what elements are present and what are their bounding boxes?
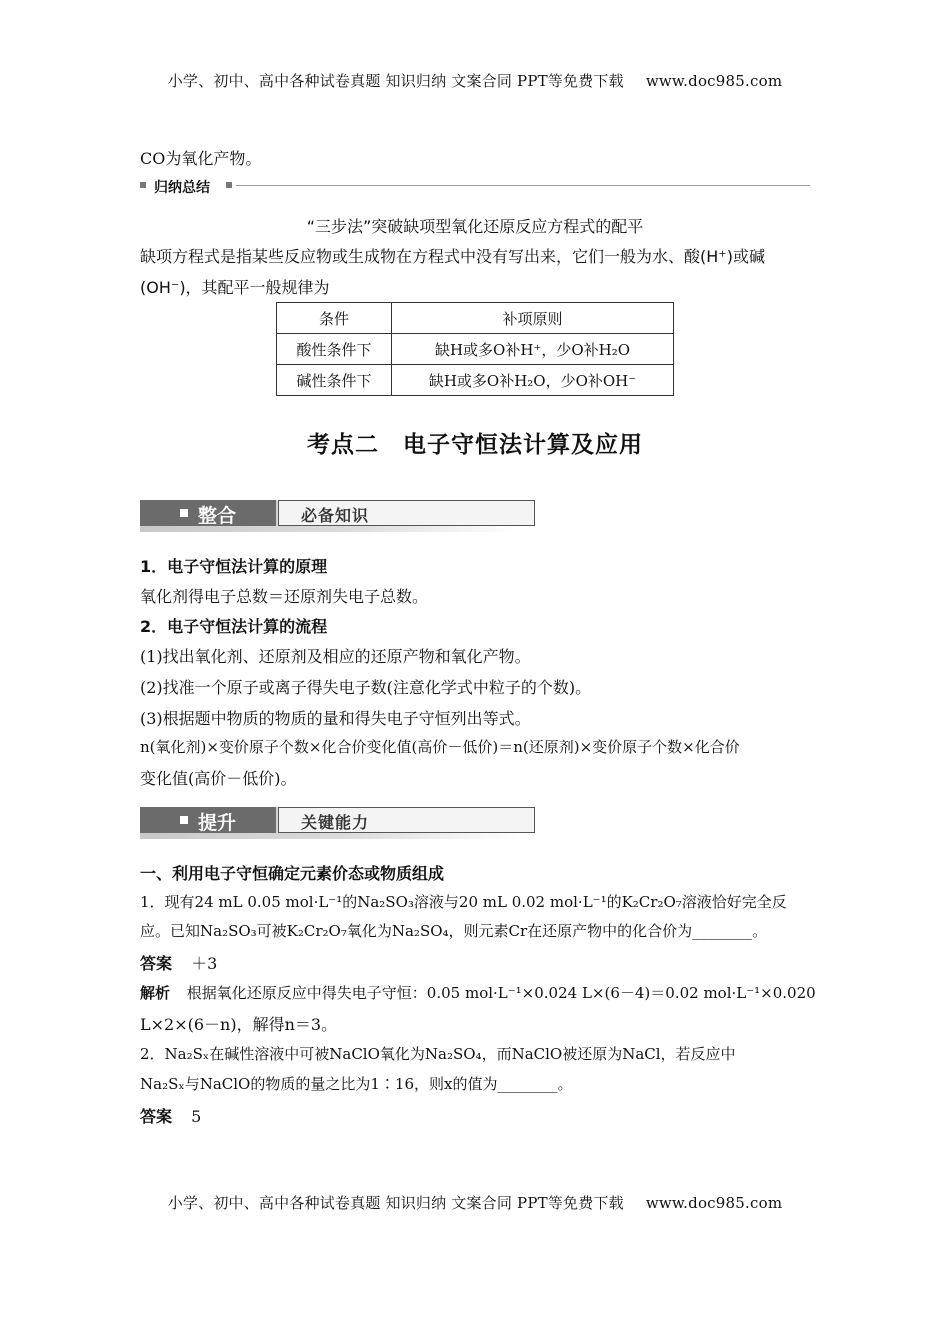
knowledge-equation-line1: n(氧化剂)×变价原子个数×化合价变化值(高价－低价)＝n(还原剂)×变价原子个数×化合价 — [140, 738, 740, 756]
table-row — [277, 334, 674, 365]
table-row — [277, 365, 674, 396]
banner-label: 必备知识 — [301, 506, 370, 525]
answer-value: ＋3 — [191, 954, 218, 973]
table-header-cell: 补项原则 — [392, 303, 674, 334]
analysis-label: 解析 — [140, 984, 171, 1002]
divider — [236, 185, 810, 186]
intro-line: CO为氧化产物。 — [140, 149, 262, 168]
square-icon — [140, 182, 146, 188]
square-icon — [226, 182, 232, 188]
analysis-line2: L×2×(6－n)，解得n＝3。 — [140, 1015, 338, 1034]
summary-para-line1: 缺项方程式是指某些反应物或生成物在方程式中没有写出来，它们一般为水、酸(H⁺)或碱 — [140, 247, 765, 266]
page-header — [0, 70, 950, 91]
knowledge-para-1: 氧化剂得电子总数＝还原剂失电子总数。 — [140, 587, 429, 606]
square-icon — [180, 816, 188, 824]
rules-table — [276, 302, 674, 396]
table-cell: 碱性条件下 — [277, 365, 392, 396]
ability-heading: 一、利用电子守恒确定元素价态或物质组成 — [140, 864, 445, 883]
answer-label: 答案 — [140, 954, 173, 973]
question-1-line2: 应。已知Na₂SO₃可被K₂Cr₂O₇氧化为Na₂SO₄，则元素Cr在还原产物中的化合价为________。 — [140, 922, 768, 940]
banner-tag: 提升 — [198, 812, 237, 834]
knowledge-equation-line2: 变化值(高价－低价)。 — [140, 769, 297, 788]
answer-label: 答案 — [140, 1107, 173, 1126]
table-cell: 酸性条件下 — [277, 334, 392, 365]
banner-integration — [140, 500, 518, 532]
footer-text: 小学、初中、高中各种试卷真题 知识归纳 文案合同 PPT等免费下载 — [167, 1194, 624, 1212]
summary-para-line2: (OH⁻)，其配平一般规律为 — [140, 278, 330, 297]
page-footer — [0, 1192, 950, 1213]
table-header-cell: 条件 — [277, 303, 392, 334]
knowledge-heading-1: 1．电子守恒法计算的原理 — [140, 557, 328, 576]
answer-1 — [140, 951, 217, 974]
table-cell: 缺H或多O补H₂O，少O补OH⁻ — [392, 365, 674, 396]
summary-header — [140, 177, 810, 195]
table-header-row — [277, 303, 674, 334]
knowledge-step-3: (3)根据题中物质的物质的量和得失电子守恒列出等式。 — [140, 709, 531, 728]
summary-title: “三步法”突破缺项型氧化还原反应方程式的配平 — [306, 217, 644, 236]
banner-tag: 整合 — [198, 505, 237, 527]
footer-site[interactable]: www.doc985.com — [645, 1194, 783, 1212]
knowledge-step-1: (1)找出氧化剂、还原剂及相应的还原产物和氧化产物。 — [140, 647, 531, 666]
analysis-text: 根据氧化还原反应中得失电子守恒：0.05 mol·L⁻¹×0.024 L×(6－4)＝0.02 mol·L⁻¹×0.020 — [186, 984, 816, 1002]
question-1-line1: 1．现有24 mL 0.05 mol·L⁻¹的Na₂SO₃溶液与20 mL 0.02 mol·L⁻¹的K₂Cr₂O₇溶液恰好完全反 — [140, 893, 787, 911]
knowledge-heading-2: 2．电子守恒法计算的流程 — [140, 617, 328, 636]
analysis-line1 — [140, 982, 816, 1003]
table-cell: 缺H或多O补H⁺，少O补H₂O — [392, 334, 674, 365]
banner-ability — [140, 807, 518, 839]
question-2-line1: 2．Na₂Sₓ在碱性溶液中可被NaClO氧化为Na₂SO₄，而NaClO被还原为NaCl，若反应中 — [140, 1045, 736, 1063]
square-icon — [180, 509, 188, 517]
header-site[interactable]: www.doc985.com — [645, 72, 783, 90]
question-2-line2: Na₂Sₓ与NaClO的物质的量之比为1∶16，则x的值为________。 — [140, 1075, 573, 1093]
answer-value: 5 — [191, 1107, 202, 1126]
section-title: 考点二 电子守恒法计算及应用 — [307, 432, 643, 458]
answer-2 — [140, 1104, 201, 1127]
header-text: 小学、初中、高中各种试卷真题 知识归纳 文案合同 PPT等免费下载 — [167, 72, 624, 90]
summary-label: 归纳总结 — [154, 180, 210, 196]
banner-label: 关键能力 — [301, 813, 370, 832]
knowledge-step-2: (2)找准一个原子或离子得失电子数(注意化学式中粒子的个数)。 — [140, 678, 592, 697]
